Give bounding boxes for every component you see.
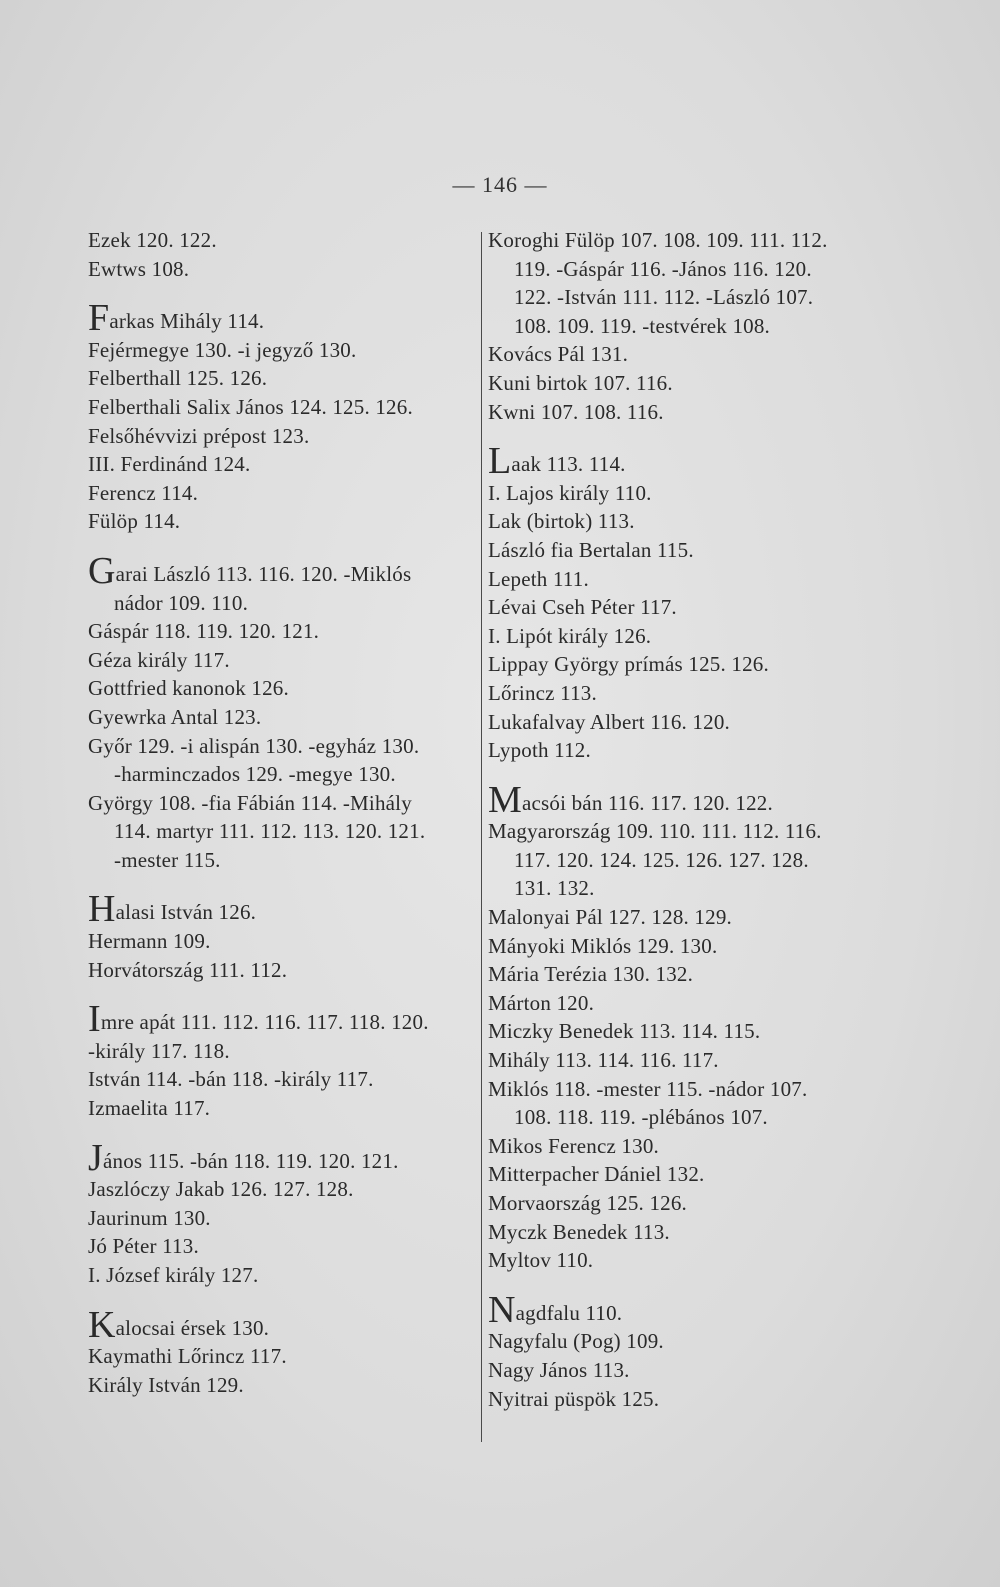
index-entry (88, 888, 473, 931)
index-entry (88, 674, 473, 703)
index-entry (488, 1132, 908, 1161)
index-entry (88, 732, 473, 761)
index-entry (488, 708, 908, 737)
entry-text: I. Lajos király 110. (488, 480, 652, 505)
entry-text: ános 115. -bán 118. 119. 120. 121. (103, 1148, 399, 1173)
group-gap (488, 1275, 908, 1299)
index-entry (488, 736, 908, 765)
entry-text: 117. 120. 124. 125. 126. 127. 128. (514, 847, 809, 872)
index-letter-group (88, 549, 473, 875)
entry-text: Kwni 107. 108. 116. (488, 399, 664, 424)
index-entry-continuation (88, 817, 473, 846)
entry-text: arkas Mihály 114. (109, 309, 265, 334)
entry-text: Felberthall 125. 126. (88, 366, 268, 391)
drop-initial: N (488, 1288, 516, 1331)
index-letter-group (488, 226, 908, 426)
group-gap (88, 874, 473, 898)
index-column-right (484, 226, 908, 1413)
index-entry (488, 226, 908, 255)
entry-text: 131. 132. (514, 876, 595, 901)
entry-text: agdfalu 110. (515, 1300, 623, 1325)
index-letter-group (88, 226, 473, 283)
drop-initial: I (88, 998, 101, 1041)
index-entry (488, 1017, 908, 1046)
index-entry-continuation (88, 846, 473, 875)
entry-text: Győr 129. -i alispán 130. -egyház 130. (88, 733, 420, 758)
index-entry (88, 479, 473, 508)
group-gap (88, 1290, 473, 1314)
entry-text: acsói bán 116. 117. 120. 122. (522, 790, 773, 815)
index-letter-group (488, 440, 908, 765)
entry-text: 122. -István 111. 112. -László 107. (514, 285, 814, 310)
drop-initial: G (88, 549, 116, 592)
index-entry (88, 1232, 473, 1261)
entry-text: Lepeth 111. (488, 566, 589, 591)
index-entry (88, 1204, 473, 1233)
entry-text: Gottfried kanonok 126. (88, 676, 289, 701)
entry-text: Lak (birtok) 113. (488, 509, 635, 534)
index-column-left (88, 226, 473, 1399)
index-entry-continuation (88, 760, 473, 789)
index-entry (88, 1037, 473, 1066)
entry-text: Gyewrka Antal 123. (88, 704, 262, 729)
index-entry (88, 789, 473, 818)
entry-text: László fia Bertalan 115. (488, 537, 694, 562)
group-gap (88, 984, 473, 1008)
drop-initial: L (488, 440, 512, 483)
index-entry (488, 1385, 908, 1414)
index-entry (88, 927, 473, 956)
index-entry (488, 565, 908, 594)
entry-text: Lypoth 112. (488, 738, 591, 763)
index-entry (88, 646, 473, 675)
index-entry (488, 479, 908, 508)
index-letter-group (88, 998, 473, 1122)
entry-text: Nyitrai püspök 125. (488, 1386, 660, 1411)
entry-text: Mányoki Miklós 129. 130. (488, 933, 718, 958)
index-entry-continuation (488, 874, 908, 903)
index-entry (488, 778, 908, 821)
entry-text: I. József király 127. (88, 1263, 259, 1287)
entry-text: Lippay György prímás 125. 126. (488, 652, 769, 677)
entry-text: Ferencz 114. (88, 480, 199, 505)
group-gap (488, 765, 908, 789)
entry-text: Nagyfalu (Pog) 109. (488, 1329, 664, 1354)
index-entry (88, 364, 473, 393)
index-entry (488, 1327, 908, 1356)
entry-text: Király István 129. (88, 1372, 244, 1397)
index-entry (488, 398, 908, 427)
index-entry (88, 507, 473, 536)
index-letter-group (488, 1288, 908, 1413)
index-entry-continuation (488, 846, 908, 875)
index-entry (88, 549, 473, 592)
drop-initial: J (88, 1136, 103, 1179)
group-gap (88, 536, 473, 560)
drop-initial: M (488, 778, 522, 821)
entry-text: 119. -Gáspár 116. -János 116. 120. (514, 256, 812, 281)
index-entry (88, 297, 473, 340)
index-entry (488, 622, 908, 651)
index-entry-continuation (88, 589, 473, 618)
index-entry (88, 617, 473, 646)
index-entry (488, 369, 908, 398)
index-entry (488, 593, 908, 622)
entry-text: Magyarország 109. 110. 111. 112. 116. (488, 819, 822, 844)
group-gap (488, 426, 908, 450)
index-entry (88, 255, 473, 284)
column-divider (481, 232, 482, 1442)
entry-text: 108. 109. 119. -testvérek 108. (514, 313, 771, 338)
index-entry (488, 1160, 908, 1189)
index-entry (488, 1356, 908, 1385)
index-letter-group (488, 778, 908, 1275)
entry-text: Miczky Benedek 113. 114. 115. (488, 1019, 761, 1044)
index-entry (488, 679, 908, 708)
entry-text: Géza király 117. (88, 647, 230, 672)
entry-text: Izmaelita 117. (88, 1096, 211, 1121)
index-letter-group (88, 1303, 473, 1400)
entry-text: arai László 113. 116. 120. -Miklós (115, 561, 412, 586)
index-entry (488, 1075, 908, 1104)
entry-text: Morvaország 125. 126. (488, 1191, 687, 1215)
index-entry-continuation (488, 283, 908, 312)
entry-text: I. Lipót király 126. (488, 623, 652, 648)
index-entry (88, 956, 473, 985)
index-entry (88, 1342, 473, 1371)
drop-initial: H (88, 888, 116, 931)
index-entry (88, 1065, 473, 1094)
entry-text: Mária Terézia 130. 132. (488, 962, 694, 987)
index-entry (88, 1303, 473, 1346)
index-entry (88, 1371, 473, 1400)
entry-text: nádor 109. 110. (114, 590, 249, 615)
index-entry (88, 1136, 473, 1179)
index-letter-group (88, 1136, 473, 1290)
group-gap (88, 283, 473, 307)
entry-text: Mitterpacher Dániel 132. (488, 1162, 705, 1187)
drop-initial: F (88, 297, 110, 340)
entry-text: Jaszlóczy Jakab 126. 127. 128. (88, 1177, 354, 1202)
index-entry (88, 336, 473, 365)
index-entry (488, 1189, 908, 1218)
entry-text: Miklós 118. -mester 115. -nádor 107. (488, 1076, 808, 1101)
entry-text: -harminczados 129. -megye 130. (114, 762, 396, 787)
index-entry (488, 536, 908, 565)
entry-text: Hermann 109. (88, 929, 211, 954)
entry-text: Lévai Cseh Péter 117. (488, 595, 677, 620)
entry-text: Kuni birtok 107. 116. (488, 370, 673, 395)
index-entry (488, 932, 908, 961)
entry-text: Kaymathi Lőrincz 117. (88, 1344, 287, 1369)
entry-text: III. Ferdinánd 124. (88, 452, 251, 477)
index-entry (488, 440, 908, 483)
entry-text: Mihály 113. 114. 116. 117. (488, 1048, 719, 1073)
entry-text: Felsőhévvizi prépost 123. (88, 423, 310, 448)
entry-text: aak 113. 114. (511, 452, 626, 477)
index-entry (488, 960, 908, 989)
entry-text: Koroghi Fülöp 107. 108. 109. 111. 112. (488, 228, 828, 252)
entry-text: Nagy János 113. (488, 1357, 630, 1382)
index-entry (488, 1046, 908, 1075)
index-entry (88, 1261, 473, 1290)
entry-text: mre apát 111. 112. 116. 117. 118. 120. (100, 1010, 429, 1035)
index-entry (488, 650, 908, 679)
entry-text: 114. martyr 111. 112. 113. 120. 121. (114, 819, 426, 844)
entry-text: Horvátország 111. 112. (88, 957, 288, 982)
index-entry (88, 450, 473, 479)
entry-text: Felberthali Salix János 124. 125. 126. (88, 394, 413, 419)
index-entry (88, 1175, 473, 1204)
index-entry (488, 507, 908, 536)
index-entry (488, 903, 908, 932)
index-entry (488, 1246, 908, 1275)
entry-text: Lőrincz 113. (488, 680, 597, 705)
entry-text: Mikos Ferencz 130. (488, 1133, 659, 1158)
index-entry (88, 998, 473, 1041)
entry-text: István 114. -bán 118. -király 117. (88, 1067, 374, 1092)
index-entry (88, 393, 473, 422)
entry-text: alasi István 126. (115, 900, 257, 925)
entry-text: Lukafalvay Albert 116. 120. (488, 709, 730, 734)
index-entry (88, 422, 473, 451)
entry-text: Malonyai Pál 127. 128. 129. (488, 905, 732, 930)
index-entry-continuation (488, 312, 908, 341)
entry-text: Jaurinum 130. (88, 1205, 211, 1230)
index-entry (488, 340, 908, 369)
index-entry-continuation (488, 255, 908, 284)
index-entry (88, 703, 473, 732)
entry-text: Ezek 120. 122. (88, 228, 217, 252)
index-entry (488, 989, 908, 1018)
entry-text: -mester 115. (114, 847, 221, 872)
index-entry (88, 226, 473, 255)
entry-text: -király 117. 118. (88, 1038, 230, 1063)
index-entry (88, 1094, 473, 1123)
group-gap (88, 1123, 473, 1147)
entry-text: Márton 120. (488, 990, 595, 1015)
entry-text: 108. 118. 119. -plébános 107. (514, 1105, 768, 1130)
entry-text: Jó Péter 113. (88, 1234, 199, 1259)
index-entry (488, 817, 908, 846)
index-entry (488, 1218, 908, 1247)
page-number: — 146 — (452, 172, 548, 197)
entry-text: Ewtws 108. (88, 256, 190, 281)
entry-text: György 108. -fia Fábián 114. -Mihály (88, 790, 412, 815)
entry-text: alocsai érsek 130. (115, 1315, 270, 1340)
entry-text: Kovács Pál 131. (488, 342, 629, 367)
entry-text: Myltov 110. (488, 1248, 594, 1273)
drop-initial: K (88, 1303, 116, 1346)
entry-text: Gáspár 118. 119. 120. 121. (88, 619, 320, 644)
entry-text: Fülöp 114. (88, 509, 181, 534)
entry-text: Fejérmegye 130. -i jegyző 130. (88, 337, 357, 362)
index-entry-continuation (488, 1103, 908, 1132)
entry-text: Myczk Benedek 113. (488, 1219, 670, 1244)
index-letter-group (88, 888, 473, 984)
index-letter-group (88, 297, 473, 536)
index-entry (488, 1288, 908, 1331)
